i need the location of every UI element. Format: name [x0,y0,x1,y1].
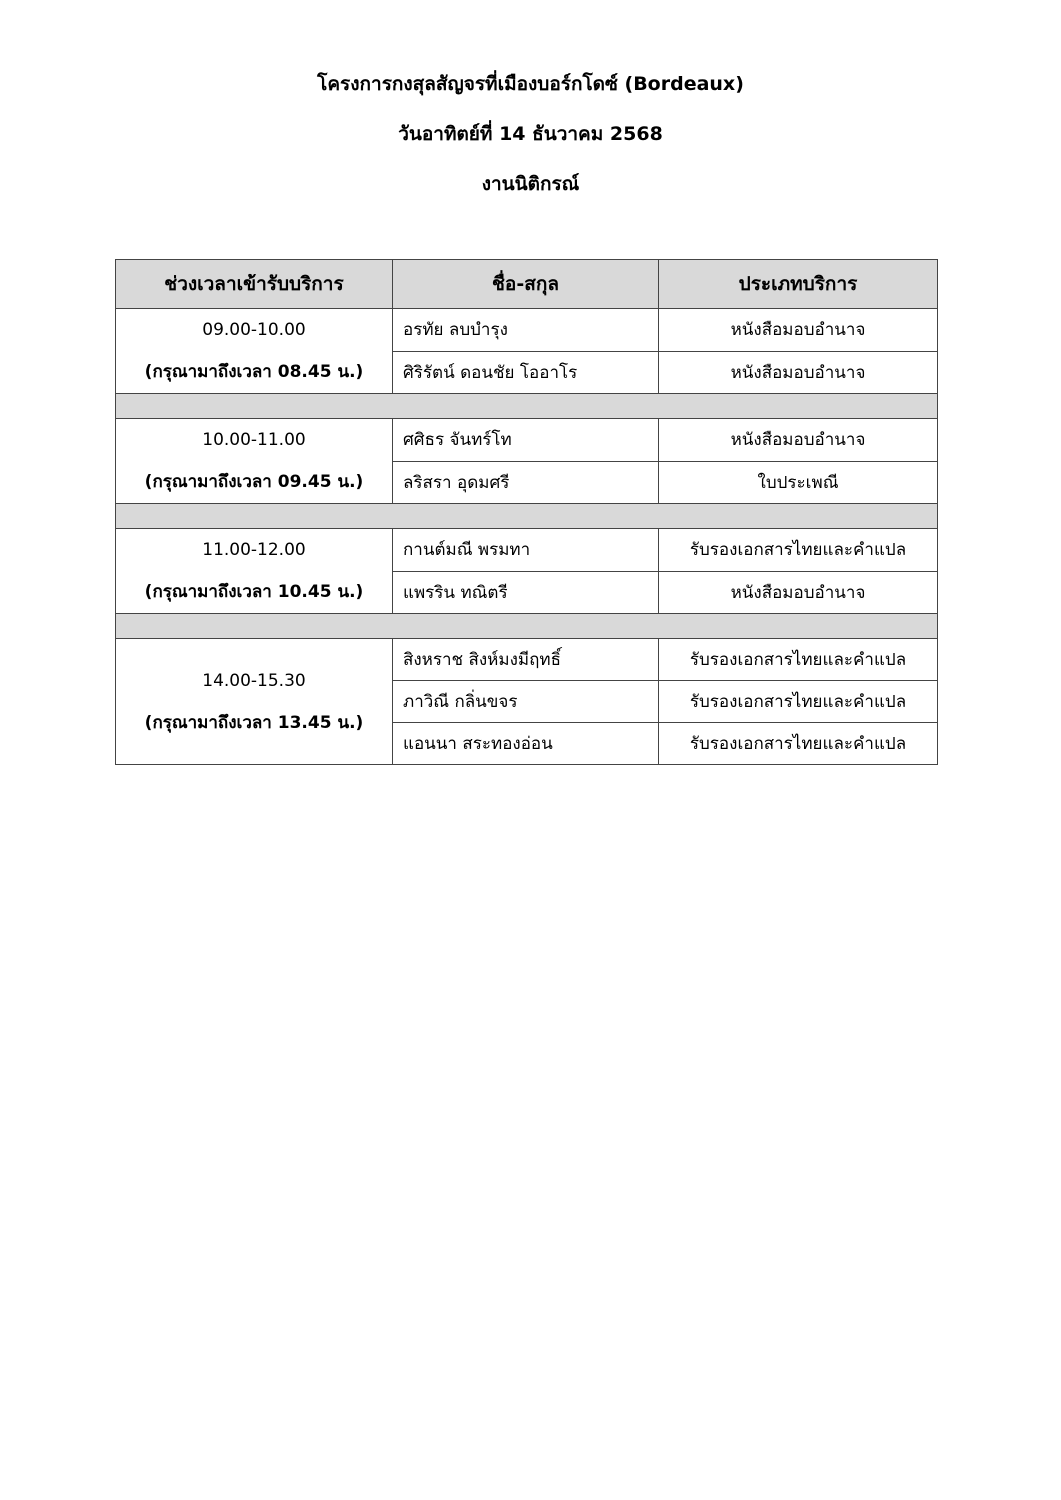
time-slot-cell [116,419,393,504]
column-header-name: ชื่อ-สกุล [393,260,659,309]
page-header [0,59,1061,209]
arrival-note: (กรุณามาถึงเวลา 08.45 น.) [144,362,364,382]
arrival-note: (กรุณามาถึงเวลา 09.45 น.) [144,472,364,492]
name-cell: แพรริน ทณิตรี [393,571,659,614]
time-slot-cell [116,639,393,765]
arrival-note: (กรุณามาถึงเวลา 10.45 น.) [144,582,364,602]
service-cell: รับรองเอกสารไทยและคำแปล [659,639,938,681]
name-cell: อรทัย ลบบำรุง [393,309,659,352]
service-cell: รับรองเอกสารไทยและคำแปล [659,681,938,723]
name-cell: แอนนา สระทองอ่อน [393,723,659,765]
page-title: โครงการกงสุลสัญจรที่เมืองบอร์กโดซ์ (Bordeaux) [317,73,744,95]
service-cell: หนังสือมอบอำนาจ [659,419,938,462]
service-cell: รับรองเอกสารไทยและคำแปล [659,723,938,765]
separator-cell [116,614,938,639]
time-range: 10.00-11.00 [202,430,306,450]
time-slot-cell [116,529,393,614]
table-header-row [116,260,938,309]
arrival-note: (กรุณามาถึงเวลา 13.45 น.) [144,712,364,733]
column-header-service: ประเภทบริการ [659,260,938,309]
service-cell: หนังสือมอบอำนาจ [659,571,938,614]
separator-cell [116,394,938,419]
name-cell: กานต์มณี พรมทา [393,529,659,572]
section-title: งานนิติกรณ์ [481,173,580,195]
schedule-table [115,259,938,765]
name-cell: ศิริรัตน์ ดอนชัย โออาโร [393,351,659,394]
separator-row [116,504,938,529]
service-cell: หนังสือมอบอำนาจ [659,309,938,352]
service-cell: ใบประเพณี [659,461,938,504]
name-cell: สิงหราช สิงห์มงมีฤทธิ์ [393,639,659,681]
time-slot-cell [116,309,393,394]
name-cell: ภาวิณี กลิ่นขจร [393,681,659,723]
separator-row [116,614,938,639]
table-row [116,529,938,572]
column-header-time: ช่วงเวลาเข้ารับบริการ [116,260,393,309]
service-cell: หนังสือมอบอำนาจ [659,351,938,394]
event-date: วันอาทิตย์ที่ 14 ธันวาคม 2568 [398,123,663,145]
separator-cell [116,504,938,529]
separator-row [116,394,938,419]
table-row [116,309,938,352]
time-range: 11.00-12.00 [202,540,306,560]
name-cell: ลริสรา อุดมศรี [393,461,659,504]
table-row [116,419,938,462]
time-range: 09.00-10.00 [202,320,306,340]
service-cell: รับรองเอกสารไทยและคำแปล [659,529,938,572]
table-row [116,639,938,681]
time-range: 14.00-15.30 [202,670,306,691]
name-cell: ศศิธร จันทร์โท [393,419,659,462]
